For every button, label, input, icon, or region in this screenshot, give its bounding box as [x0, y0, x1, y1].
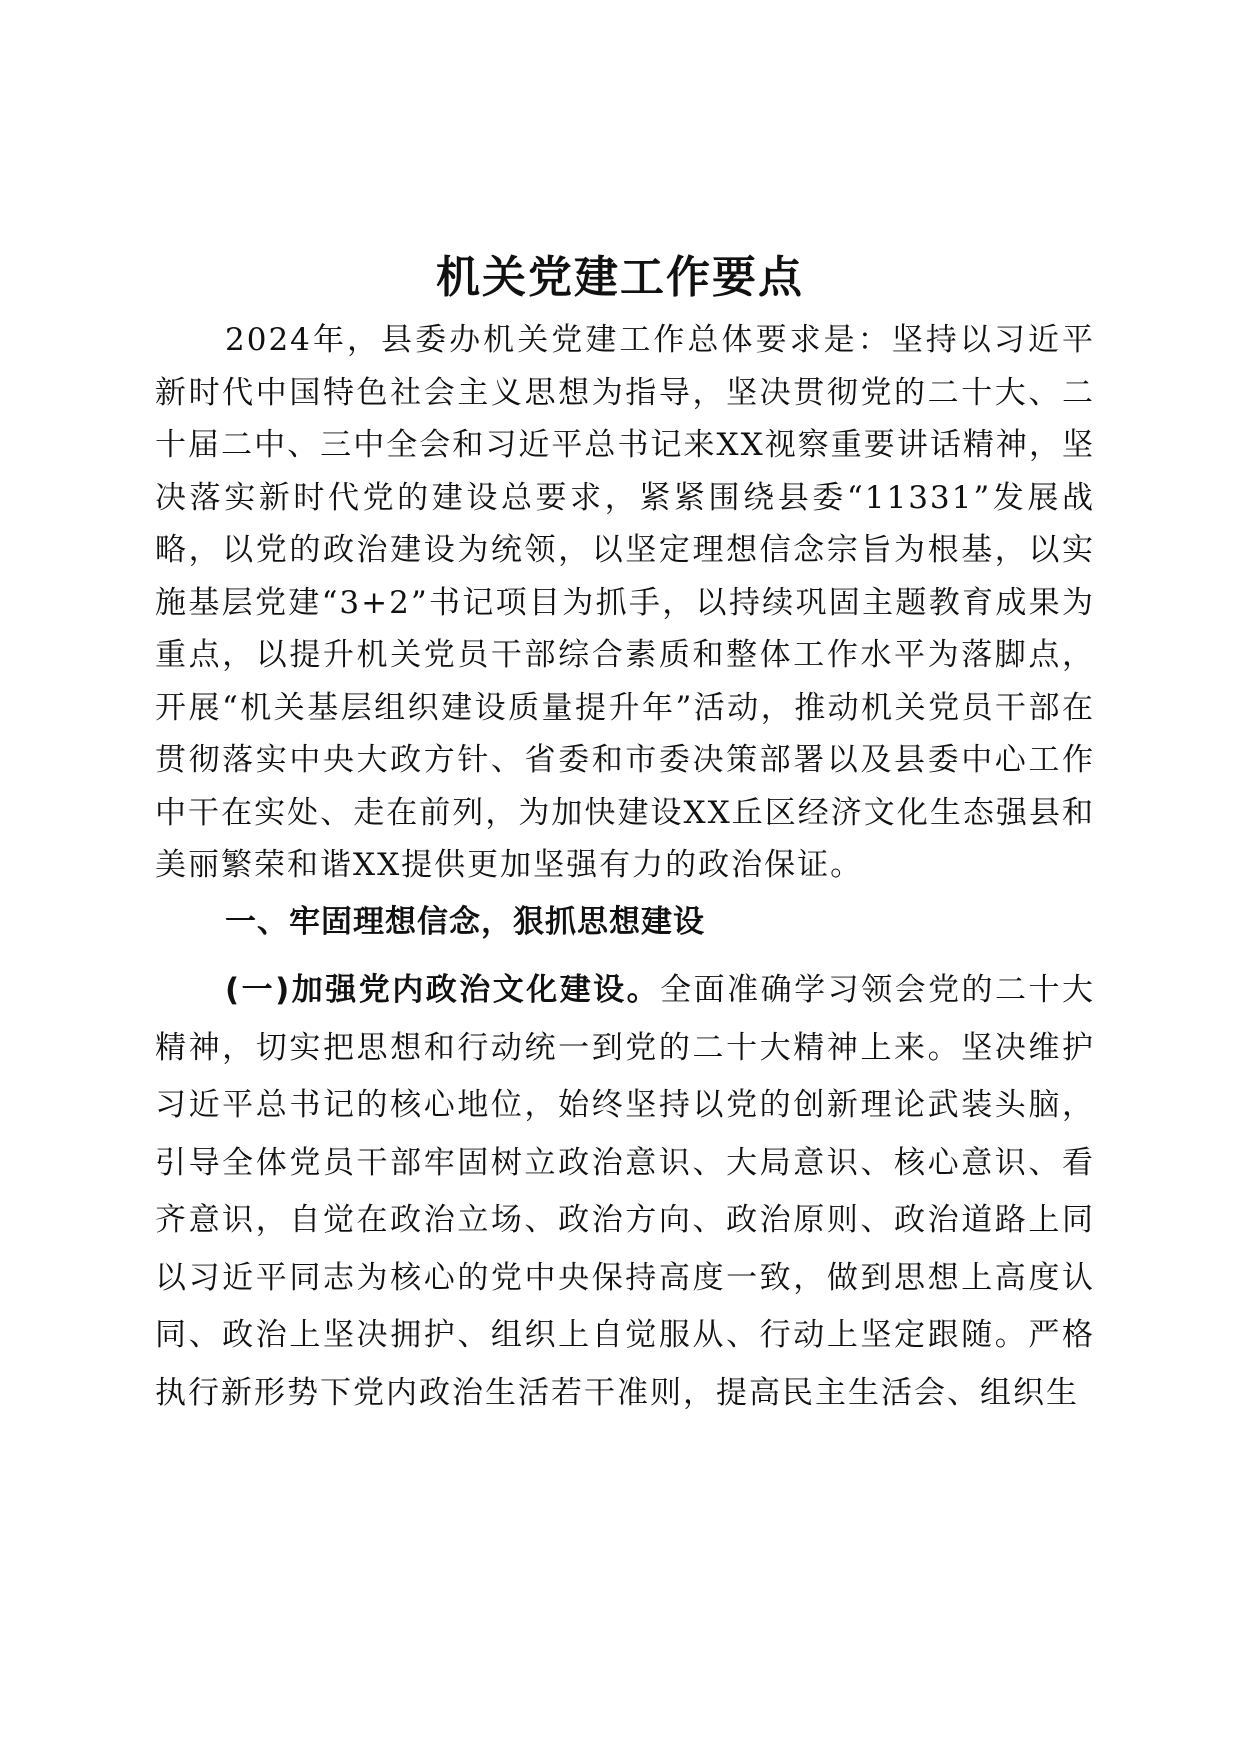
subsection-paragraph-1: [155, 962, 1095, 1422]
subsection-lead-1: (一)加强党内政治文化建设。: [225, 972, 661, 1008]
intro-paragraph-text: 2024年，县委办机关党建工作总体要求是：坚持以习近平新时代中国特色社会主义思想为指导，坚决贯彻党的二十大、二十届二中、三中全会和习近平总书记来XX视察重要讲话精神，坚决落实新时代党的建设总要求，紧紧围绕县委“11331”发展战略，以党的政治建设为统领，以坚定理想信念宗旨为根基，以实施基层党建“3+2”书记项目为抓手，以持续巩固主题教育成果为重点，以提升机关党员干部综合素质和整体工作水平为落脚点，开展“机关基层组织建设质量提升年”活动，推动机关党员干部在贯彻落实中央大政方针、省委和市委决策部署以及县委中心工作中干在实处、走在前列，为加快建设XX丘区经济文化生态强县和美丽繁荣和谐XX提供更加坚强有力的政治保证。: [155, 322, 1095, 883]
section-heading-1: 一、牢固理想信念，狠抓思想建设: [225, 904, 705, 940]
document-title: 机关党建工作要点: [436, 252, 804, 303]
subsection-body-1: 全面准确学习领会党的二十大精神，切实把思想和行动统一到党的二十大精神上来。坚决维护习近平总书记的核心地位，始终坚持以党的创新理论武装头脑，引导全体党员干部牢固树立政治意识、大局意识、核心意识、看齐意识，自觉在政治立场、政治方向、政治原则、政治道路上同以习近平同志为核心的党中央保持高度一致，做到思想上高度认同、政治上坚决拥护、组织上自觉服从、行动上坚定跟随。严格执行新形势下党内政治生活若干准则，提高民主生活会、组织生: [155, 972, 1095, 1411]
intro-paragraph: [155, 314, 1095, 892]
